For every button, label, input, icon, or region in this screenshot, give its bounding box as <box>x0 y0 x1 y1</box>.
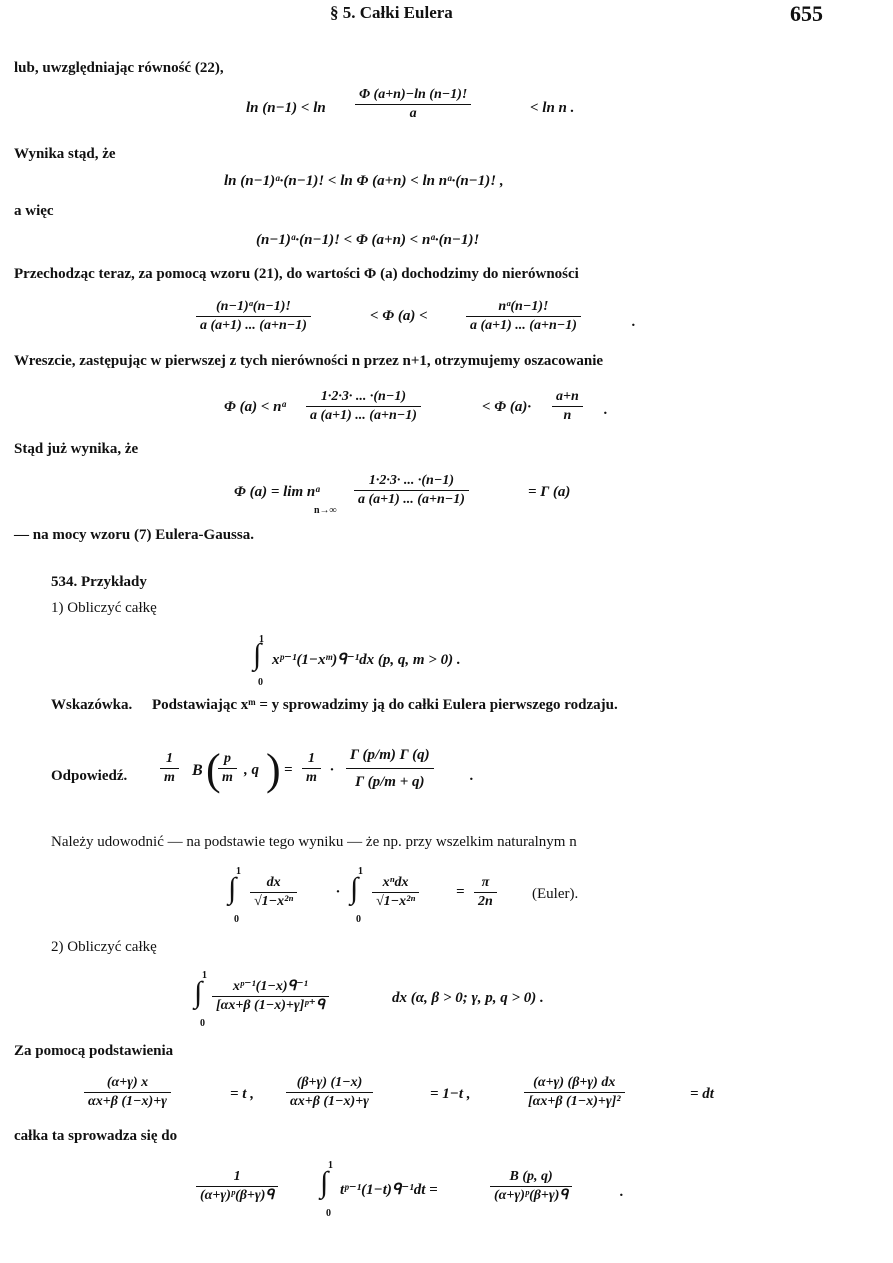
fraction-numerator: p <box>218 750 237 769</box>
fraction <box>212 978 329 1015</box>
fraction-denominator: m <box>306 770 317 785</box>
fraction-numerator: xⁿdx <box>372 874 419 893</box>
text-line: Przechodząc teraz, za pomocą wzoru (21), do wartości Φ (a) dochodzimy do nierówności <box>14 266 579 282</box>
fraction-denominator: [αx+β (1−x)+γ]² <box>528 1094 621 1109</box>
integral-sign: ∫ <box>320 1166 329 1199</box>
equation-part: < ln n . <box>530 100 575 116</box>
text-line: całka ta sprowadza się do <box>14 1128 178 1144</box>
fraction-numerator: 1 <box>196 1168 278 1187</box>
fraction-numerator: 1·2·3· ... ·(n−1) <box>354 472 469 491</box>
text-line: — na mocy wzoru (7) Eulera-Gaussa. <box>14 527 254 543</box>
fraction-denominator: a (a+1) ... (a+n−1) <box>310 408 417 423</box>
fraction-numerator: nᵃ(n−1)! <box>466 298 581 317</box>
fraction <box>372 874 419 911</box>
fraction-numerator: 1 <box>160 750 179 769</box>
equation-part: dx (α, β > 0; γ, p, q > 0) . <box>392 990 544 1006</box>
fraction <box>196 1168 278 1205</box>
fraction-denominator: √1−x²ⁿ <box>376 894 416 909</box>
text-line: Stąd już wynika, że <box>14 441 139 457</box>
equation-part: < Φ (a) < <box>370 308 428 324</box>
integral-upper-limit: 1 <box>358 866 363 877</box>
fraction <box>218 750 237 787</box>
integral-upper-limit: 1 <box>236 866 241 877</box>
fraction-denominator: a (a+1) ... (a+n−1) <box>200 318 307 333</box>
text-line: Wreszcie, zastępując w pierwszej z tych nierówności n przez n+1, otrzymujemy oszacowanie <box>14 353 604 369</box>
fraction-denominator: 2n <box>478 894 493 909</box>
integral-upper-limit: 1 <box>259 634 264 645</box>
text-line: Za pomocą podstawienia <box>14 1043 174 1059</box>
fraction <box>84 1074 171 1111</box>
text-line: Podstawiając xᵐ = y sprowadzimy ją do całki Eulera pierwszego rodzaju. <box>152 697 618 713</box>
fraction <box>474 874 497 911</box>
text-line: Wynika stąd, że <box>14 146 116 162</box>
equation-part: Φ (a) < nᵃ <box>224 399 286 415</box>
integral-sign: ∫ <box>253 638 262 671</box>
integral-lower-limit: 0 <box>356 914 361 925</box>
limit-subscript: n→∞ <box>314 505 337 516</box>
fraction-numerator: Φ (a+n)−ln (n−1)! <box>355 86 471 105</box>
hint-label: Wskazówka. <box>51 697 133 713</box>
fraction-denominator: a <box>409 106 417 121</box>
fraction-denominator: αx+β (1−x)+γ <box>290 1094 370 1109</box>
fraction-numerator: (α+γ) x <box>84 1074 171 1093</box>
equation-part: < Φ (a)· <box>482 399 532 415</box>
equation-part: = t , <box>230 1086 254 1102</box>
equation: ln (n−1)ᵃ·(n−1)! < ln Φ (a+n) < ln nᵃ·(n−1)! , <box>224 173 504 189</box>
equation: xᵖ⁻¹(1−xᵐ)ᑫ⁻¹dx (p, q, m > 0) . <box>272 652 461 668</box>
section-heading: 534. Przykłady <box>51 574 147 590</box>
running-header: § 5. Całki Eulera <box>330 3 453 22</box>
equation-part: ln (n−1) < ln <box>246 100 326 116</box>
text-line: 1) Obliczyć całkę <box>51 600 157 616</box>
fraction-numerator: Γ (p/m) Γ (q) <box>346 742 434 769</box>
equation-part: = <box>284 762 293 778</box>
integral-sign: ∫ <box>228 872 237 905</box>
integral-sign: ∫ <box>350 872 359 905</box>
fraction-numerator: 1 <box>302 750 321 769</box>
equation-part: Φ (a) = lim nᵃ <box>234 484 320 500</box>
fraction-denominator: [αx+β (1−x)+γ]ᵖ⁺ᑫ <box>216 998 325 1013</box>
beta-symbol: B <box>192 762 203 779</box>
fraction-denominator: αx+β (1−x)+γ <box>88 1094 168 1109</box>
fraction-numerator: B (p, q) <box>490 1168 572 1187</box>
fraction-denominator: Γ (p/m + q) <box>355 774 425 790</box>
fraction <box>286 1074 373 1111</box>
fraction-numerator: 1·2·3· ... ·(n−1) <box>306 388 421 407</box>
fraction-numerator: xᵖ⁻¹(1−x)ᑫ⁻¹ <box>212 978 329 997</box>
fraction <box>524 1074 625 1111</box>
integral-upper-limit: 1 <box>328 1160 333 1171</box>
fraction-numerator: a+n <box>552 388 583 407</box>
fraction-numerator: (β+γ) (1−x) <box>286 1074 373 1093</box>
fraction <box>354 472 469 509</box>
fraction-denominator: a (a+1) ... (a+n−1) <box>470 318 577 333</box>
fraction-denominator: n <box>563 408 572 423</box>
fraction <box>160 750 179 787</box>
fraction <box>346 742 434 795</box>
fraction-denominator: (α+γ)ᵖ(β+γ)ᑫ <box>494 1188 569 1203</box>
fraction-numerator: π <box>474 874 497 893</box>
text-line: Należy udowodnić — na podstawie tego wyniku — że np. przy wszelkim naturalnym n <box>51 834 577 850</box>
fraction-denominator: m <box>222 770 233 785</box>
integral-lower-limit: 0 <box>200 1018 205 1029</box>
fraction <box>306 388 421 425</box>
equation: (n−1)ᵃ·(n−1)! < Φ (a+n) < nᵃ·(n−1)! <box>256 232 480 248</box>
answer-label: Odpowiedź. <box>51 768 128 784</box>
equation-part: = Γ (a) <box>528 484 571 500</box>
fraction-denominator: a (a+1) ... (a+n−1) <box>358 492 465 507</box>
equation-part: tᵖ⁻¹(1−t)ᑫ⁻¹dt = <box>340 1182 438 1198</box>
page-number: 655 <box>790 1 823 26</box>
fraction <box>490 1168 572 1205</box>
fraction-numerator: (n−1)ᵃ(n−1)! <box>196 298 311 317</box>
equation-part: , q <box>244 762 259 778</box>
text-line: a więc <box>14 203 54 219</box>
fraction <box>302 750 321 787</box>
text-line: lub, uwzględniając równość (22), <box>14 60 224 76</box>
fraction <box>552 388 583 425</box>
integral-lower-limit: 0 <box>234 914 239 925</box>
fraction-numerator: dx <box>250 874 297 893</box>
citation: (Euler). <box>532 886 579 902</box>
equation-part: = dt <box>690 1086 714 1102</box>
fraction <box>250 874 297 911</box>
fraction <box>355 86 471 123</box>
fraction <box>196 298 311 335</box>
equation-part: = 1−t , <box>430 1086 471 1102</box>
integral-upper-limit: 1 <box>202 970 207 981</box>
integral-sign: ∫ <box>194 976 203 1009</box>
integral-lower-limit: 0 <box>258 677 263 688</box>
fraction-numerator: (α+γ) (β+γ) dx <box>524 1074 625 1093</box>
fraction-denominator: m <box>164 770 175 785</box>
fraction-denominator: √1−x²ⁿ <box>254 894 294 909</box>
text-line: 2) Obliczyć całkę <box>51 939 157 955</box>
fraction-denominator: (α+γ)ᵖ(β+γ)ᑫ <box>200 1188 275 1203</box>
fraction <box>466 298 581 335</box>
integral-lower-limit: 0 <box>326 1208 331 1219</box>
